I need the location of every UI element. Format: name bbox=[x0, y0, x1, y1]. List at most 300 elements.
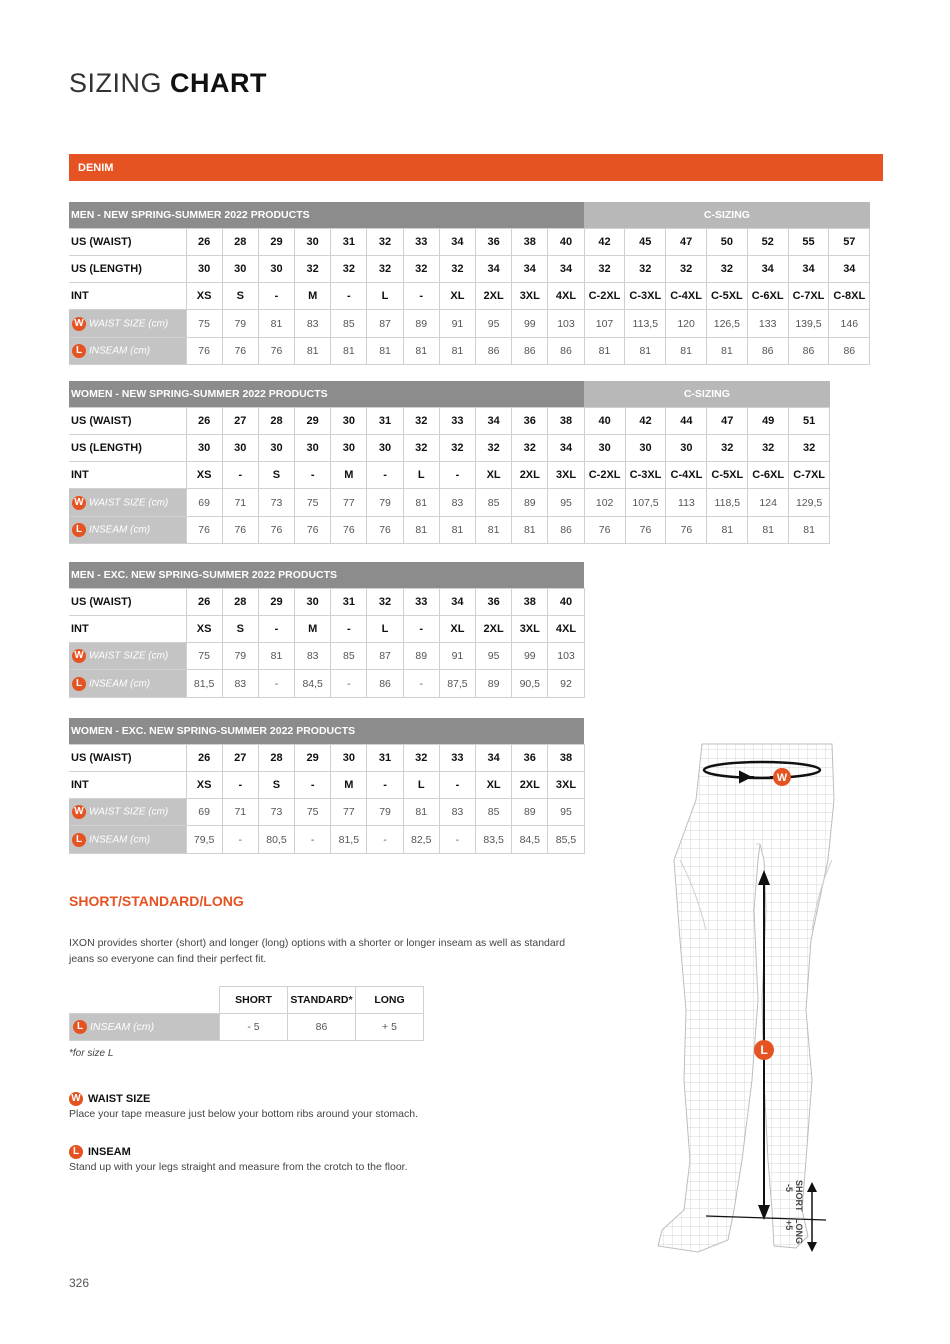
table-cell: 81 bbox=[295, 337, 331, 364]
page-title: SIZING CHART bbox=[69, 68, 268, 98]
length-options-intro: IXON provides shorter (short) and longer (long) options with a shorter or longer inseam as well as standard jeans so everyone can find their perfect fit. bbox=[69, 937, 566, 965]
table-cell: 81,5 bbox=[186, 670, 222, 697]
table-cell: 30 bbox=[186, 434, 222, 461]
table-cell: 103 bbox=[548, 643, 584, 670]
table-cell: 83 bbox=[295, 310, 331, 337]
table-cell: 33 bbox=[403, 588, 439, 615]
table-cell: 40 bbox=[548, 588, 584, 615]
length-options-table bbox=[69, 986, 424, 1041]
men-exc-sizing-table bbox=[69, 562, 585, 698]
table-cell: 86 bbox=[548, 337, 584, 364]
table-cell: 81 bbox=[258, 310, 294, 337]
table-cell: 81 bbox=[403, 516, 439, 543]
footnote: *for size L bbox=[69, 1048, 114, 1059]
c-sizing-header: C-SIZING bbox=[584, 381, 829, 407]
table-cell: 95 bbox=[476, 643, 512, 670]
table-cell: 57 bbox=[829, 228, 870, 255]
table-cell: 129,5 bbox=[789, 489, 830, 516]
table-cell: 32 bbox=[789, 434, 830, 461]
table-cell: 76 bbox=[666, 516, 707, 543]
table-cell: - bbox=[367, 462, 403, 489]
table-cell: 28 bbox=[222, 228, 258, 255]
table-cell: XS bbox=[186, 771, 222, 798]
table-cell: - bbox=[331, 615, 367, 642]
table-cell: 2XL bbox=[476, 283, 512, 310]
table-cell: 81,5 bbox=[331, 826, 367, 853]
table-cell: 38 bbox=[512, 228, 548, 255]
table-cell: 75 bbox=[295, 489, 331, 516]
table-cell: 81 bbox=[584, 337, 625, 364]
table-cell: C-4XL bbox=[666, 283, 707, 310]
table-cell: XL bbox=[439, 283, 475, 310]
row-label-waist-size: W WAIST SIZE (cm) bbox=[69, 489, 186, 516]
table-cell: 34 bbox=[548, 255, 584, 282]
row-label-inseam: L INSEAM (cm) bbox=[69, 516, 186, 543]
table-cell: - bbox=[403, 670, 439, 697]
table-cell: - bbox=[439, 771, 475, 798]
row-label-inseam: L INSEAM (cm) bbox=[69, 337, 186, 364]
table-cell: 83 bbox=[222, 670, 258, 697]
table-cell: 76 bbox=[258, 337, 294, 364]
table-cell: 28 bbox=[258, 407, 294, 434]
table-cell: 79 bbox=[367, 799, 403, 826]
table-cell: 73 bbox=[258, 799, 294, 826]
table-cell: 89 bbox=[403, 310, 439, 337]
table-cell: 81 bbox=[748, 516, 789, 543]
value-standard: 86 bbox=[288, 1014, 356, 1041]
table-cell: C-2XL bbox=[584, 462, 625, 489]
table-cell: 113 bbox=[666, 489, 707, 516]
table-cell: 86 bbox=[476, 337, 512, 364]
table-cell: 76 bbox=[367, 516, 403, 543]
table-cell: 32 bbox=[707, 255, 748, 282]
row-label-inseam: L INSEAM (cm) bbox=[69, 826, 186, 853]
table-cell: 47 bbox=[707, 407, 748, 434]
table-cell: 86 bbox=[512, 337, 548, 364]
table-cell: 83,5 bbox=[476, 826, 512, 853]
table-cell: 52 bbox=[747, 228, 788, 255]
svg-text:LONG: LONG bbox=[794, 1218, 804, 1244]
inseam-badge-icon: L bbox=[72, 344, 86, 358]
table-cell: 4XL bbox=[548, 615, 584, 642]
inseam-badge-icon: L bbox=[72, 833, 86, 847]
table-cell: - bbox=[439, 826, 475, 853]
table-cell: 83 bbox=[439, 489, 475, 516]
table-cell: 82,5 bbox=[403, 826, 439, 853]
table-cell: 32 bbox=[512, 434, 548, 461]
table-cell: 29 bbox=[258, 228, 294, 255]
table-cell: 32 bbox=[707, 434, 748, 461]
table-cell: 81 bbox=[403, 337, 439, 364]
row-label-int: INT bbox=[69, 615, 186, 642]
table-cell: 86 bbox=[747, 337, 788, 364]
table-cell: 44 bbox=[666, 407, 707, 434]
svg-text:+5: +5 bbox=[784, 1220, 794, 1231]
table-cell: 81 bbox=[258, 643, 294, 670]
waist-badge-icon: W bbox=[69, 1092, 83, 1106]
table-cell: 139,5 bbox=[788, 310, 829, 337]
table-cell: 89 bbox=[512, 799, 548, 826]
table-cell: - bbox=[258, 283, 294, 310]
header-short: SHORT bbox=[220, 987, 288, 1014]
table-cell: 107,5 bbox=[625, 489, 666, 516]
length-options-title: SHORT/STANDARD/LONG bbox=[69, 893, 244, 909]
table-cell: 77 bbox=[331, 799, 367, 826]
table-cell: 91 bbox=[439, 643, 475, 670]
table-cell: 69 bbox=[186, 799, 222, 826]
table-cell: 99 bbox=[512, 310, 548, 337]
table-cell: 34 bbox=[512, 255, 548, 282]
inseam-instruction-title: INSEAM bbox=[88, 1145, 131, 1158]
table-cell: 79,5 bbox=[186, 826, 222, 853]
svg-text:L: L bbox=[760, 1043, 768, 1057]
table-cell: 87 bbox=[367, 643, 403, 670]
header-standard: STANDARD* bbox=[288, 987, 356, 1014]
table-cell: 26 bbox=[186, 744, 222, 771]
table-cell: 3XL bbox=[512, 283, 548, 310]
table-cell: 50 bbox=[707, 228, 748, 255]
table-cell: S bbox=[258, 462, 294, 489]
table-cell: 30 bbox=[625, 434, 666, 461]
inseam-badge-icon: L bbox=[69, 1145, 83, 1159]
table-cell: 28 bbox=[258, 744, 294, 771]
table-cell: 30 bbox=[222, 434, 258, 461]
table-cell: 32 bbox=[439, 255, 475, 282]
table-cell: 33 bbox=[403, 228, 439, 255]
table-cell: 34 bbox=[439, 588, 475, 615]
page-number: 326 bbox=[69, 1276, 90, 1290]
table-cell: 86 bbox=[788, 337, 829, 364]
table-cell: 76 bbox=[584, 516, 625, 543]
table-cell: M bbox=[331, 771, 367, 798]
table-cell: 36 bbox=[512, 744, 548, 771]
table-cell: 81 bbox=[512, 516, 548, 543]
table-cell: L bbox=[367, 283, 403, 310]
table-cell: C-8XL bbox=[829, 283, 870, 310]
table-cell: C-5XL bbox=[707, 283, 748, 310]
table-cell: 28 bbox=[222, 588, 258, 615]
waist-instruction-text: Place your tape measure just below your bottom ribs around your stomach. bbox=[69, 1108, 419, 1120]
table-cell: 36 bbox=[512, 407, 548, 434]
row-label-us-waist: US (WAIST) bbox=[69, 744, 186, 771]
table-title: WOMEN - NEW SPRING-SUMMER 2022 PRODUCTS bbox=[69, 381, 584, 407]
row-label-us-waist: US (WAIST) bbox=[69, 228, 186, 255]
table-cell: 26 bbox=[186, 588, 222, 615]
table-cell: 75 bbox=[186, 310, 222, 337]
waist-instruction bbox=[69, 1092, 418, 1120]
table-title: MEN - NEW SPRING-SUMMER 2022 PRODUCTS bbox=[69, 202, 584, 228]
table-cell: 30 bbox=[258, 434, 294, 461]
table-cell: 38 bbox=[512, 588, 548, 615]
table-cell: 103 bbox=[548, 310, 584, 337]
table-cell: 81 bbox=[403, 489, 439, 516]
table-cell: 38 bbox=[548, 407, 584, 434]
table-cell: - bbox=[403, 615, 439, 642]
table-cell: 81 bbox=[476, 516, 512, 543]
table-cell: 3XL bbox=[548, 771, 584, 798]
table-cell: 33 bbox=[439, 744, 475, 771]
legs-measurement-illustration bbox=[636, 740, 876, 1260]
table-cell: 27 bbox=[222, 407, 258, 434]
table-cell: 86 bbox=[829, 337, 870, 364]
table-cell: 34 bbox=[548, 434, 584, 461]
table-cell: 32 bbox=[295, 255, 331, 282]
women-new-sizing-table bbox=[69, 381, 830, 544]
table-cell: 27 bbox=[222, 744, 258, 771]
waist-instruction-title: WAIST SIZE bbox=[88, 1092, 151, 1105]
table-cell: 30 bbox=[295, 228, 331, 255]
table-cell: C-3XL bbox=[625, 462, 666, 489]
table-cell: 81 bbox=[439, 516, 475, 543]
table-cell: 40 bbox=[584, 407, 625, 434]
table-cell: - bbox=[258, 670, 294, 697]
table-cell: - bbox=[295, 826, 331, 853]
table-cell: M bbox=[295, 615, 331, 642]
table-cell: 2XL bbox=[512, 771, 548, 798]
row-label-int: INT bbox=[69, 771, 186, 798]
table-cell: 32 bbox=[748, 434, 789, 461]
table-cell: - bbox=[222, 826, 258, 853]
row-label-waist-size: W WAIST SIZE (cm) bbox=[69, 799, 186, 826]
table-cell: C-7XL bbox=[788, 283, 829, 310]
legs-mesh-icon bbox=[658, 744, 834, 1252]
men-new-sizing-table bbox=[69, 202, 870, 365]
table-cell: - bbox=[367, 826, 403, 853]
waist-badge-icon: W bbox=[72, 805, 86, 819]
table-cell: 76 bbox=[186, 516, 222, 543]
table-cell: 55 bbox=[788, 228, 829, 255]
table-cell: 81 bbox=[331, 337, 367, 364]
table-cell: 49 bbox=[748, 407, 789, 434]
table-cell: 99 bbox=[512, 643, 548, 670]
table-cell: 32 bbox=[439, 434, 475, 461]
table-cell: 34 bbox=[476, 255, 512, 282]
table-cell: 30 bbox=[331, 434, 367, 461]
table-cell: 76 bbox=[258, 516, 294, 543]
table-cell: 81 bbox=[625, 337, 666, 364]
table-cell: - bbox=[295, 771, 331, 798]
table-cell: XS bbox=[186, 462, 222, 489]
table-cell: 71 bbox=[222, 489, 258, 516]
table-cell: 87 bbox=[367, 310, 403, 337]
table-cell: 95 bbox=[548, 799, 584, 826]
c-sizing-header: C-SIZING bbox=[584, 202, 870, 228]
table-cell: C-7XL bbox=[789, 462, 830, 489]
table-cell: 47 bbox=[666, 228, 707, 255]
table-cell: 71 bbox=[222, 799, 258, 826]
inseam-badge-icon: L bbox=[72, 677, 86, 691]
table-cell: 31 bbox=[331, 228, 367, 255]
table-cell: 84,5 bbox=[512, 826, 548, 853]
table-cell: 32 bbox=[666, 255, 707, 282]
table-cell: - bbox=[367, 771, 403, 798]
table-cell: 81 bbox=[707, 337, 748, 364]
table-cell: M bbox=[331, 462, 367, 489]
table-cell: S bbox=[222, 615, 258, 642]
table-cell: 32 bbox=[625, 255, 666, 282]
table-cell: 32 bbox=[367, 588, 403, 615]
table-cell: 42 bbox=[625, 407, 666, 434]
table-cell: 32 bbox=[367, 228, 403, 255]
table-cell: C-2XL bbox=[584, 283, 625, 310]
table-cell: XL bbox=[476, 771, 512, 798]
table-cell: 34 bbox=[747, 255, 788, 282]
table-cell: 107 bbox=[584, 310, 625, 337]
table-cell: 81 bbox=[403, 799, 439, 826]
table-cell: - bbox=[439, 462, 475, 489]
women-exc-sizing-table bbox=[69, 718, 585, 854]
table-cell: 81 bbox=[439, 337, 475, 364]
table-cell: 133 bbox=[747, 310, 788, 337]
row-label-us-length: US (LENGTH) bbox=[69, 255, 186, 282]
row-label-inseam: L INSEAM (cm) bbox=[70, 1014, 220, 1041]
table-cell: 85 bbox=[331, 310, 367, 337]
table-cell: 31 bbox=[367, 407, 403, 434]
table-cell: 120 bbox=[666, 310, 707, 337]
table-cell: 79 bbox=[222, 643, 258, 670]
table-cell: 42 bbox=[584, 228, 625, 255]
row-label-inseam: L INSEAM (cm) bbox=[69, 670, 186, 697]
table-cell: XS bbox=[186, 615, 222, 642]
table-cell: 79 bbox=[367, 489, 403, 516]
table-cell: 75 bbox=[295, 799, 331, 826]
table-cell: 102 bbox=[584, 489, 625, 516]
table-cell: - bbox=[222, 462, 258, 489]
table-cell: 38 bbox=[548, 744, 584, 771]
table-cell: XL bbox=[439, 615, 475, 642]
table-cell: - bbox=[222, 771, 258, 798]
table-cell: 85 bbox=[476, 799, 512, 826]
table-cell: M bbox=[295, 283, 331, 310]
row-label-us-waist: US (WAIST) bbox=[69, 588, 186, 615]
table-cell: 81 bbox=[707, 516, 748, 543]
table-cell: C-6XL bbox=[748, 462, 789, 489]
table-cell: 2XL bbox=[476, 615, 512, 642]
svg-text:-5: -5 bbox=[784, 1184, 794, 1193]
table-cell: 40 bbox=[548, 228, 584, 255]
table-cell: 79 bbox=[222, 310, 258, 337]
table-cell: 30 bbox=[186, 255, 222, 282]
svg-text:SHORT: SHORT bbox=[794, 1180, 804, 1212]
row-label-us-length: US (LENGTH) bbox=[69, 434, 186, 461]
table-cell: 30 bbox=[222, 255, 258, 282]
table-cell: 32 bbox=[584, 255, 625, 282]
table-cell: 75 bbox=[186, 643, 222, 670]
table-cell: 30 bbox=[584, 434, 625, 461]
table-cell: 91 bbox=[439, 310, 475, 337]
waist-badge-icon: W bbox=[72, 649, 86, 663]
table-cell: 81 bbox=[789, 516, 830, 543]
table-cell: 30 bbox=[331, 407, 367, 434]
table-cell: C-5XL bbox=[707, 462, 748, 489]
table-cell: - bbox=[258, 615, 294, 642]
table-cell: 89 bbox=[403, 643, 439, 670]
table-cell: 4XL bbox=[548, 283, 584, 310]
table-cell: 95 bbox=[476, 310, 512, 337]
table-cell: 33 bbox=[439, 407, 475, 434]
table-cell: 2XL bbox=[512, 462, 548, 489]
value-short: - 5 bbox=[220, 1014, 288, 1041]
table-cell: 31 bbox=[367, 744, 403, 771]
table-cell: 85 bbox=[476, 489, 512, 516]
table-cell: 83 bbox=[439, 799, 475, 826]
table-cell: L bbox=[403, 771, 439, 798]
table-cell: 51 bbox=[789, 407, 830, 434]
table-cell: 76 bbox=[331, 516, 367, 543]
table-title: MEN - EXC. NEW SPRING-SUMMER 2022 PRODUCTS bbox=[69, 562, 584, 588]
table-cell: 26 bbox=[186, 228, 222, 255]
table-cell: - bbox=[403, 283, 439, 310]
inseam-badge-icon: L bbox=[73, 1020, 87, 1034]
table-cell: - bbox=[295, 462, 331, 489]
table-cell: 77 bbox=[331, 489, 367, 516]
table-cell: 76 bbox=[222, 337, 258, 364]
table-cell: 30 bbox=[367, 434, 403, 461]
table-cell: XL bbox=[476, 462, 512, 489]
value-long: + 5 bbox=[356, 1014, 424, 1041]
table-cell: 86 bbox=[548, 516, 584, 543]
table-cell: 30 bbox=[258, 255, 294, 282]
table-cell: 34 bbox=[829, 255, 870, 282]
table-cell: 84,5 bbox=[295, 670, 331, 697]
table-cell: - bbox=[331, 283, 367, 310]
waist-badge-icon: W bbox=[72, 496, 86, 510]
table-cell: 90,5 bbox=[512, 670, 548, 697]
table-cell: S bbox=[222, 283, 258, 310]
table-cell: 45 bbox=[625, 228, 666, 255]
header-long: LONG bbox=[356, 987, 424, 1014]
table-cell: 89 bbox=[476, 670, 512, 697]
table-cell: 113,5 bbox=[625, 310, 666, 337]
table-cell: 30 bbox=[666, 434, 707, 461]
table-cell: 76 bbox=[625, 516, 666, 543]
section-bar-denim: DENIM bbox=[69, 154, 883, 181]
table-cell: 118,5 bbox=[707, 489, 748, 516]
table-cell: 32 bbox=[403, 255, 439, 282]
table-cell: 29 bbox=[295, 744, 331, 771]
table-cell: 80,5 bbox=[258, 826, 294, 853]
waist-badge-icon: W bbox=[72, 317, 86, 331]
row-label-waist-size: W WAIST SIZE (cm) bbox=[69, 310, 186, 337]
table-title: WOMEN - EXC. NEW SPRING-SUMMER 2022 PRODUCTS bbox=[69, 718, 584, 744]
table-cell: 31 bbox=[331, 588, 367, 615]
table-cell: 81 bbox=[367, 337, 403, 364]
table-cell: 29 bbox=[295, 407, 331, 434]
table-cell: 26 bbox=[186, 407, 222, 434]
table-cell: 3XL bbox=[548, 462, 584, 489]
table-cell: 69 bbox=[186, 489, 222, 516]
row-label-waist-size: W WAIST SIZE (cm) bbox=[69, 643, 186, 670]
table-cell: 30 bbox=[331, 744, 367, 771]
table-cell: 32 bbox=[476, 434, 512, 461]
table-cell: 92 bbox=[548, 670, 584, 697]
table-cell: 86 bbox=[367, 670, 403, 697]
table-cell: 85 bbox=[331, 643, 367, 670]
table-cell: 29 bbox=[258, 588, 294, 615]
table-cell: 126,5 bbox=[707, 310, 748, 337]
table-cell: 3XL bbox=[512, 615, 548, 642]
table-cell: C-6XL bbox=[747, 283, 788, 310]
table-cell: 30 bbox=[295, 434, 331, 461]
table-cell: 89 bbox=[512, 489, 548, 516]
table-cell: 32 bbox=[403, 434, 439, 461]
table-cell: 36 bbox=[476, 588, 512, 615]
table-cell: 34 bbox=[439, 228, 475, 255]
table-cell: 32 bbox=[403, 407, 439, 434]
table-cell: 87,5 bbox=[439, 670, 475, 697]
table-cell: 146 bbox=[829, 310, 870, 337]
table-cell: C-3XL bbox=[625, 283, 666, 310]
